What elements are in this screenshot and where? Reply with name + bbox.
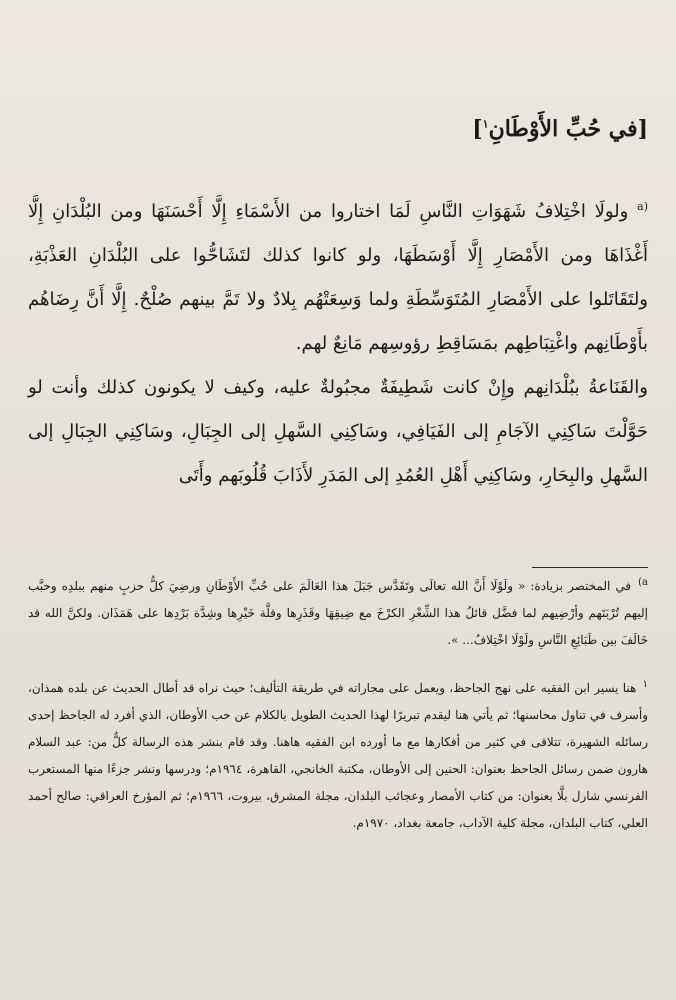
footnote-a-label: a) bbox=[638, 577, 648, 588]
footnote-a-paragraph bbox=[28, 573, 648, 654]
footnote-1 bbox=[28, 675, 648, 837]
chapter-title-close-bracket: ] bbox=[472, 116, 483, 142]
footnote-divider bbox=[532, 567, 648, 568]
chapter-title bbox=[28, 118, 648, 140]
footnote-1-paragraph bbox=[28, 675, 648, 837]
footnote-1-text: هنا يسير ابن الفقيه على نهج الجاحظ، ويعمل على مجاراته في طريقة التأليف؛ حيث نراه قد أطال الحديث عن بلده همذان، وأسرف في تناول محاسنها؛ ثم يأتي هنا ليقدم تبريرًا لهذا الحديث الطويل بالكلام عن حب الأوطان، الذي أفرد له الجاحظ إحدى رسائله الشهيرة، تتلاقى في كثير من أفكارها مع ما أورده ابن الفقيه هاهنا. وقد قام بنشر هذه الرسالة كلٌّ من: عبد السلام هارون ضمن رسائل الجاحظ بعنوان: الحنين إلى الأوطان، مكتبة الخانجي، القاهرة، ١٩٦٤م؛ ودرسها ونشر جزءًا منها المستعرب الفرنسي شارل بلَّا بعنوان: من كتاب الأمصار وعجائب البلدان، مجلة المشرق، بيروت، ١٩٦٦م؛ ثم المؤرخ العراقي: صالح أحمد العلي، كتاب البلدان، مجلة كلية الآداب، جامعة بغداد، ١٩٧٠م. bbox=[28, 681, 649, 830]
footnote-a-text: في المختصر بزيادة: « ولَوْلَا أَنَّ الله تعالَى وتَقَدَّس جَبَلَ هذا العَالَمَ على حُبِّ الأَوْطَانِ ورضِيَ كلُّ حزبٍ منهم ببلدِه وحبَّب إليهم تُرْبَتَهم وأرْضِيهم لما فضَّل قائلُ هذا الشِّعْرِ الكرْخَ مع ضِيقِهَا وقَذَرِها وقلَّة خَيْرِها وشِدَّة بَرْدِها على هَمَذَان. ولكنَّ الله قد خَالَفَ بين طَبَائِعِ النَّاسِ ولَوْلَا اخْتِلافُ... ». bbox=[28, 579, 648, 647]
footnote-marker-a: (a bbox=[637, 200, 648, 213]
footnote-1-label: ١ bbox=[642, 679, 648, 690]
main-paragraph-1-text: ولولَا اخْتِلافُ شَهَوَاتِ النَّاسِ لَمَا اختاروا من الأَسْمَاءِ إِلَّا أَحْسَنَهَا ومن البُلْدَانِ إِلَّا أَغْذَاهَا ومن الأَمْصَارِ إِلَّا أَوْسَطَهَا، ولو كانوا كذلك لتَشَاحُّوا على البُلْدَانِ العَذْبَةِ، ولتَقَاتَلوا على الأَمْصَارِ المُتَوَسِّطَةِ ولما وَسِعَتْهُم بِلادٌ ولا تَمَّ بينهم صُلْحٌ. إِلَّا أَنَّ رِضَاهُم بأَوْطَانِهم واغْتِبَاطِهم بمَسَاقِطِ رؤوسِهم مَانِعٌ لهم. bbox=[28, 201, 648, 354]
page-content bbox=[28, 0, 648, 1000]
main-paragraph-2 bbox=[28, 366, 648, 498]
main-paragraph-1 bbox=[28, 190, 648, 366]
footnote-a bbox=[28, 573, 648, 654]
chapter-title-footnote-ref: ١ bbox=[482, 117, 489, 131]
chapter-title-text: [في حُبِّ الأَوْطَانِ bbox=[488, 116, 648, 142]
main-paragraph-2-text: والقَنَاعةُ ببُلْدَانِهم وإِنْ كانت شَطِيفَةٌ مجبُولةٌ عليه، وكيف لا يكونون كذلك وأنت لو حَوَّلْتَ سَاكِنِي الآجَامِ إلى الفَيَافِي، وسَاكِنِي السَّهلِ إلى الجِبَالِ، وسَاكِنِي الجِبَالِ إلى السَّهلِ والبِحَارِ، وسَاكِنِي أَهْلِ العُمُدِ إلى المَدَرِ لأَذَابَ قُلُوبَهم وأَتَى bbox=[28, 377, 648, 486]
main-text bbox=[28, 190, 648, 498]
